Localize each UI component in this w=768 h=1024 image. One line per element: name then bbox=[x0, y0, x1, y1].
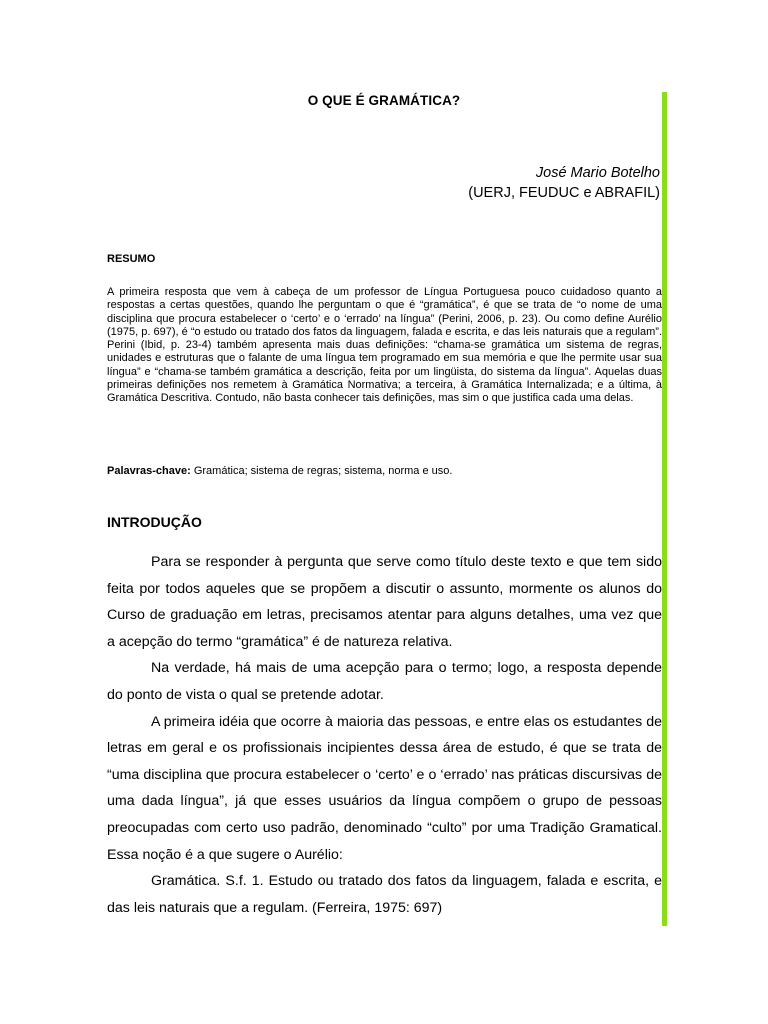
keywords-line bbox=[107, 464, 662, 478]
abstract-text: A primeira resposta que vem à cabeça de um professor de Língua Portuguesa pouco cuidadoso quanto a respostas a certas questões, quando lhe perguntam o que é “gramática”, é que se trata de “o nome de uma disciplina que procura estabelecer o ‘certo’ e o ‘errado’ na língua” (Perini, 2006, p. 23). Ou como define Aurélio (1975, p. 697), é “o estudo ou tratado dos fatos da linguagem, falada e escrita, e das leis naturais que a regulam”. Perini (Ibid, p. 23-4) também apresenta mais duas definições: “chama-se gramática um sistema de regras, unidades e estruturas que o falante de uma língua tem programado em sua memória e que lhe permite usar sua língua” e “chama-se também gramática a descrição, feita por um lingüista, do sistema da língua”. Aquelas duas primeiras definições nos remetem à Gramática Normativa; a terceira, à Gramática Internalizada; e a última, à Gramática Descritiva. Contudo, não basta conhecer tais definições, mas sim o que justifica cada uma delas. bbox=[107, 286, 662, 405]
document-title: O QUE É GRAMÁTICA? bbox=[307, 93, 461, 108]
author-name: José Mario Botelho bbox=[535, 165, 660, 181]
section-heading-introduction: INTRODUÇÃO bbox=[107, 514, 202, 530]
body-paragraph: A primeira idéia que ocorre à maioria das pessoas, e entre elas os estudantes de letras em geral e os profissionais incipientes dessa área de estudo, é que se trata de “uma disciplina que procura estabelecer o ‘certo’ e o ‘errado’ nas práticas discursivas de uma dada língua”, já que esses usuários da língua compõem o grupo de pessoas preocupadas com certo uso padrão, denominado “culto” por uma Tradição Gramatical. Essa noção é a que sugere o Aurélio: bbox=[107, 713, 662, 863]
author-affiliation: (UERJ, FEUDUC e ABRAFIL) bbox=[468, 185, 660, 201]
body-paragraph: Na verdade, há mais de uma acepção para o termo; logo, a resposta depende do ponto de vista o qual se pretende adotar. bbox=[107, 660, 662, 703]
margin-accent-bar bbox=[662, 92, 667, 926]
author-block bbox=[468, 163, 660, 203]
body-paragraph: Gramática. S.f. 1. Estudo ou tratado dos fatos da linguagem, falada e escrita, e das leis naturais que a regulam. (Ferreira, 1975: 697) bbox=[107, 873, 662, 916]
keywords-label: Palavras-chave: bbox=[107, 465, 191, 477]
body-text bbox=[107, 549, 662, 921]
keywords-text: Gramática; sistema de regras; sistema, norma e uso. bbox=[190, 465, 453, 477]
body-paragraph: Para se responder à pergunta que serve como título deste texto e que tem sido feita por todos aqueles que se propõem a discutir o assunto, mormente os alunos do Curso de graduação em letras, precisamos atentar para alguns detalhes, uma vez que a acepção do termo “gramática” é de natureza relativa. bbox=[107, 554, 662, 650]
abstract-heading: RESUMO bbox=[107, 253, 156, 265]
